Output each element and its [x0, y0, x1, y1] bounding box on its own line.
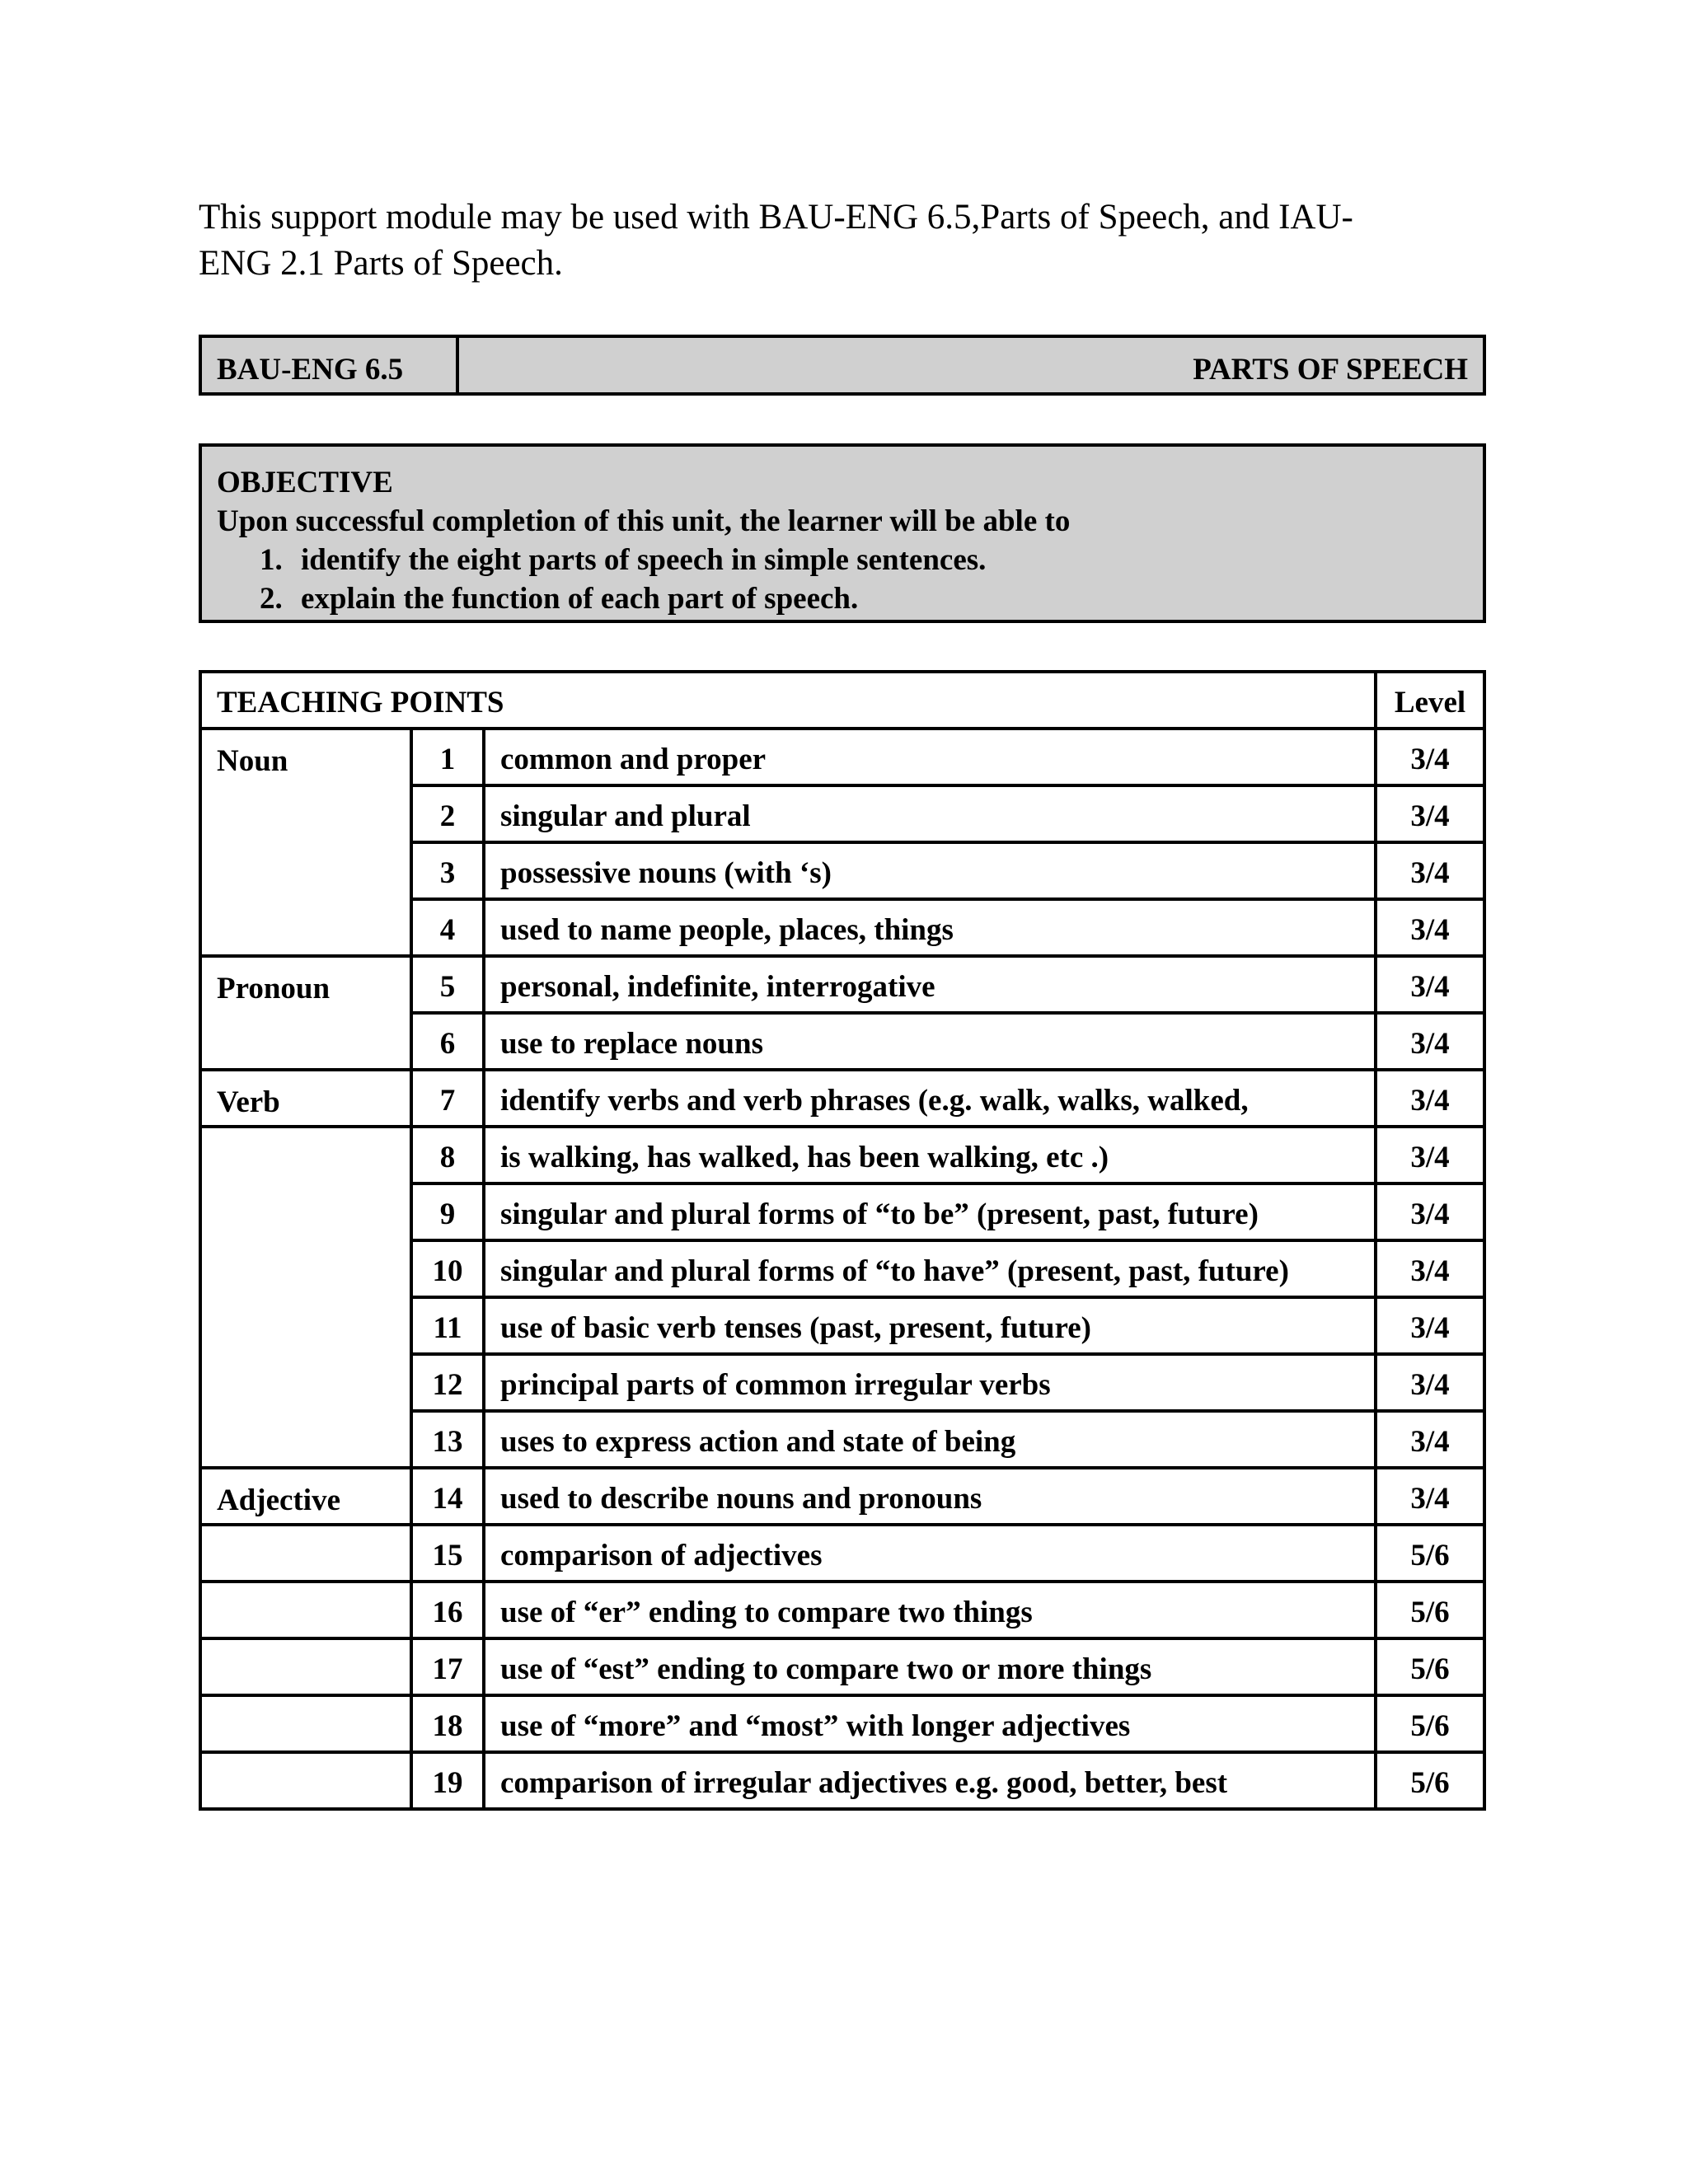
row-number: 11	[411, 1297, 484, 1354]
row-level: 3/4	[1376, 899, 1484, 956]
row-number: 13	[411, 1411, 484, 1468]
row-text: principal parts of common irregular verbs	[484, 1354, 1376, 1411]
row-number: 18	[411, 1695, 484, 1752]
row-number: 1	[411, 729, 484, 785]
row-text: use of basic verb tenses (past, present, future)	[484, 1297, 1376, 1354]
intro-line-2: ENG 2.1 Parts of Speech.	[199, 244, 563, 283]
row-number: 3	[411, 842, 484, 899]
table-row	[200, 1638, 1484, 1695]
row-text: identify verbs and verb phrases (e.g. walk, walks, walked,	[484, 1070, 1376, 1127]
row-level: 3/4	[1376, 729, 1484, 785]
row-text: comparison of irregular adjectives e.g. good, better, best	[484, 1752, 1376, 1809]
row-number: 17	[411, 1638, 484, 1695]
row-level: 5/6	[1376, 1752, 1484, 1809]
row-number: 8	[411, 1127, 484, 1183]
objective-item-number: 1.	[260, 543, 283, 577]
row-text: possessive nouns (with ‘s)	[484, 842, 1376, 899]
table-header-row	[200, 672, 1484, 729]
objective-heading: OBJECTIVE	[217, 466, 393, 499]
row-number: 5	[411, 956, 484, 1013]
category-blank	[200, 1582, 411, 1638]
category-blank	[200, 1525, 411, 1582]
category-noun: Noun	[200, 729, 411, 956]
row-text: singular and plural	[484, 785, 1376, 842]
row-text: uses to express action and state of being	[484, 1411, 1376, 1468]
objective-item-text: identify the eight parts of speech in simple sentences.	[301, 543, 987, 577]
objective-item	[245, 541, 1483, 579]
objective-item-text: explain the function of each part of speech.	[301, 582, 859, 616]
category-blank	[200, 1752, 411, 1809]
row-number: 7	[411, 1070, 484, 1127]
row-level: 5/6	[1376, 1582, 1484, 1638]
category-blank	[200, 1127, 411, 1468]
table-row	[200, 729, 1484, 785]
row-level: 3/4	[1376, 956, 1484, 1013]
level-header: Level	[1376, 672, 1484, 729]
objective-list	[217, 541, 1483, 618]
row-number: 15	[411, 1525, 484, 1582]
category-pronoun: Pronoun	[200, 956, 411, 1070]
category-blank	[200, 1638, 411, 1695]
table-row	[200, 1525, 1484, 1582]
table-row	[200, 1127, 1484, 1183]
row-number: 6	[411, 1013, 484, 1070]
category-blank	[200, 1695, 411, 1752]
row-number: 4	[411, 899, 484, 956]
objective-box	[199, 443, 1486, 623]
table-row	[200, 1582, 1484, 1638]
objective-item-number: 2.	[260, 582, 283, 616]
objective-item	[245, 579, 1483, 618]
table-row	[200, 1752, 1484, 1809]
row-level: 5/6	[1376, 1695, 1484, 1752]
row-level: 5/6	[1376, 1638, 1484, 1695]
row-number: 9	[411, 1183, 484, 1240]
objective-lead: Upon successful completion of this unit, the learner will be able to	[217, 504, 1071, 538]
row-text: common and proper	[484, 729, 1376, 785]
teaching-points-table	[199, 670, 1486, 1811]
row-text: singular and plural forms of “to have” (present, past, future)	[484, 1240, 1376, 1297]
table-row	[200, 1695, 1484, 1752]
intro-line-1: This support module may be used with BAU-ENG 6.5,Parts of Speech, and IAU-	[199, 198, 1353, 237]
row-number: 12	[411, 1354, 484, 1411]
row-text: use to replace nouns	[484, 1013, 1376, 1070]
row-level: 3/4	[1376, 1127, 1484, 1183]
table-row	[200, 1468, 1484, 1525]
row-level: 3/4	[1376, 1070, 1484, 1127]
category-adjective: Adjective	[200, 1468, 411, 1525]
row-number: 14	[411, 1468, 484, 1525]
row-number: 16	[411, 1582, 484, 1638]
row-level: 3/4	[1376, 842, 1484, 899]
row-level: 3/4	[1376, 1411, 1484, 1468]
table-row	[200, 1070, 1484, 1127]
category-verb: Verb	[200, 1070, 411, 1127]
row-level: 3/4	[1376, 1240, 1484, 1297]
module-title: PARTS OF SPEECH	[1193, 352, 1468, 387]
row-text: used to describe nouns and pronouns	[484, 1468, 1376, 1525]
row-level: 3/4	[1376, 1468, 1484, 1525]
intro-paragraph	[199, 194, 1468, 287]
row-text: use of “er” ending to compare two things	[484, 1582, 1376, 1638]
row-number: 2	[411, 785, 484, 842]
table-row	[200, 956, 1484, 1013]
row-level: 3/4	[1376, 785, 1484, 842]
row-number: 10	[411, 1240, 484, 1297]
row-level: 3/4	[1376, 1354, 1484, 1411]
row-text: comparison of adjectives	[484, 1525, 1376, 1582]
row-level: 5/6	[1376, 1525, 1484, 1582]
row-text: used to name people, places, things	[484, 899, 1376, 956]
row-text: is walking, has walked, has been walking, etc .)	[484, 1127, 1376, 1183]
teaching-points-header: TEACHING POINTS	[200, 672, 1376, 729]
row-level: 3/4	[1376, 1013, 1484, 1070]
row-text: personal, indefinite, interrogative	[484, 956, 1376, 1013]
row-text: use of “est” ending to compare two or more things	[484, 1638, 1376, 1695]
row-number: 19	[411, 1752, 484, 1809]
module-header	[199, 335, 1486, 396]
row-text: singular and plural forms of “to be” (present, past, future)	[484, 1183, 1376, 1240]
module-code: BAU-ENG 6.5	[202, 338, 459, 392]
row-level: 3/4	[1376, 1183, 1484, 1240]
row-text: use of “more” and “most” with longer adjectives	[484, 1695, 1376, 1752]
row-level: 3/4	[1376, 1297, 1484, 1354]
